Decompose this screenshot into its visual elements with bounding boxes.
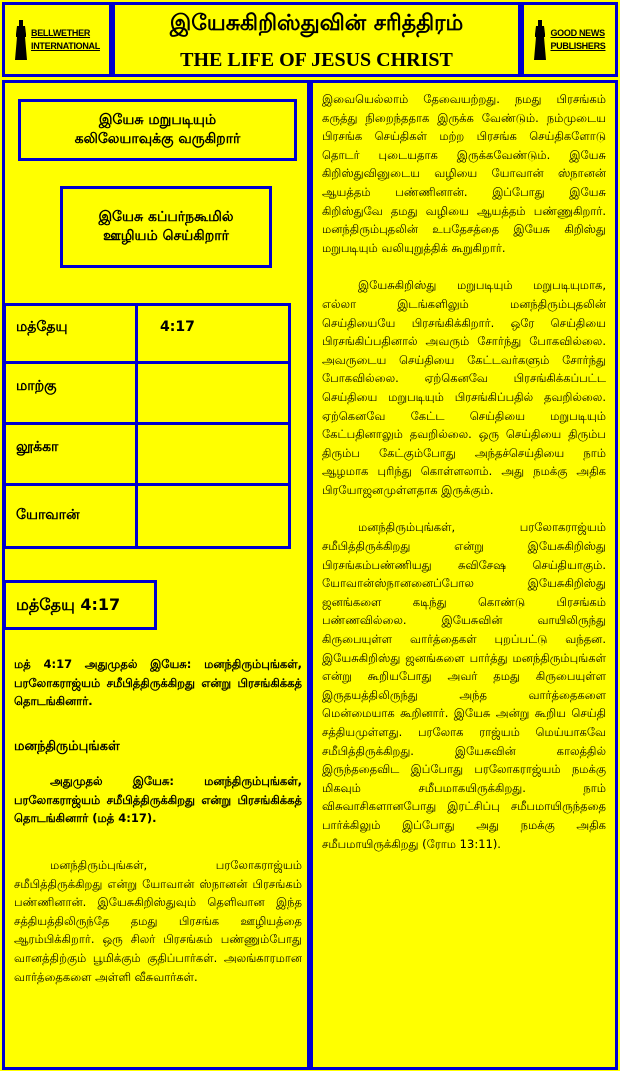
logo-line-2: PUBLISHERS (550, 40, 606, 51)
body-paragraph: மனந்திரும்புங்கள், பரலோகராஜ்யம் சமீபித்திருக்கிறது என்று இயேசுகிறிஸ்து பிரசங்கம்பண்ணியது சுவிசேஷ செய்தியாகும். யோவான்ஸ்நானனைப்போல இயேசுகிறிஸ்து ஜனங்களை கடிந்து கொண்டு பிரசங்கம் பண்ணவில்லை. இயேசுவின் வாயிலிருந்து கிருபையுள்ள வார்த்தைகள் புறப்பட்டு வந்தன. இயேசுகிறிஸ்து ஜனங்களை பார்த்து மனந்திரும்புங்கள் என்று கூறியபோது அவர் தமது கிருபையுள்ள இருதயத்திலிருந்து அந்த வார்த்தைகளை மென்மையாக கூறினார். இயேசு அன்று கூறிய செய்தி சத்தியமுள்ளது. பரலோக ராஜ்யம் மெய்யாகவே சமீபித்திருக்கிறது. இயேசுவின் காலத்தில் இருந்ததைவிட இப்போது பரலோகராஜ்யம் நமக்கு மிகவும் சமீபமாகயிருக்கிறது. நாம் விசுவாசிகளானபோது இரட்சிப்பு சமீபமாயிருந்ததை பார்க்கிலும் இப்போது அது நமக்கு அதிக சமீபமாயிருக்கிறது (ரோம 13:11). (322, 520, 606, 851)
scripture-reference (3, 580, 157, 630)
sub-heading-text: இயேசு கப்பர்நகூமில் ஊழியம் செய்கிறார் (98, 209, 234, 244)
table-row (6, 486, 288, 546)
page-title-tamil: இயேசுகிறிஸ்துவின் சரித்திரம் (169, 11, 464, 36)
page-title-english: THE LIFE OF JESUS CHRIST (180, 49, 453, 71)
table-row (6, 306, 288, 364)
good-news-logo (521, 2, 618, 77)
logo-line-2: INTERNATIONAL (31, 40, 100, 51)
gospel-name: மத்தேயு (16, 319, 68, 335)
gospel-ref: 4:17 (160, 319, 195, 335)
section-subheading: மனந்திரும்புங்கள் (14, 739, 120, 754)
body-paragraph: இவையெல்லாம் தேவையற்றது. நமது பிரசங்கம் கருத்து நிறைந்ததாக இருக்க வேண்டும். நம்முடைய பிரசங்க செய்திகள் மற்ற பிரசங்க செய்திகளோடு தொடர் புடையதாக இருக்கவேண்டும். இயேசு கிறிஸ்துவினுடைய வழியை யோவான் ஸ்நானன் ஆயத்தம் பண்ணினான். இப்போது இயேசு கிறிஸ்துவே தமது வழியை ஆயத்தம் பண்ணுகிறார். மனந்திரும்புதலின் உபதேசத்தை இயேசு கிறிஸ்து மறுபடியும் வலியுறுத்திக் கூறுகிறார். (322, 92, 606, 255)
body-paragraph: மனந்திரும்புங்கள், பரலோகராஜ்யம் சமீபித்திருக்கிறது என்று யோவான் ஸ்நானன் பிரசங்கம் பண்ணினான். இயேசுகிறிஸ்துவும் தெளிவான இந்த சத்தியத்திலிருந்தே தமது பிரசங்க ஊழியத்தை ஆரம்பிக்கிறார். ஒரு சிலர் பிரசங்கம் பண்ணும்போது வானத்திற்கும் பூமிக்கும் குதிப்பார்கள். அலங்காரமான வார்த்தைகளை அள்ளி வீசுவார்கள். (14, 858, 302, 984)
verse-text: மத் 4:17 அதுமுதல் இயேசு: மனந்திரும்புங்கள், பரலோகராஜ்யம் சமீபித்திருக்கிறது என்று பிரசங்கிக்கத் தொடங்கினார். (14, 657, 302, 709)
table-row (6, 364, 288, 425)
verse-repeat-text: அதுமுதல் இயேசு: மனந்திரும்புங்கள், பரலோகராஜ்யம் சமீபித்திருக்கிறது என்று பிரசங்கிக்கத் தொடங்கினார் (மத் 4:17). (14, 774, 302, 826)
gospel-name: மாற்கு (16, 378, 57, 394)
right-column-text (322, 90, 606, 872)
table-row (6, 425, 288, 486)
logo-line-1: BELLWETHER (31, 27, 91, 38)
body-paragraph: இயேசுகிறிஸ்து மறுபடியும் மறுபடியுமாக, எல்லா இடங்களிலும் மனந்திரும்புதலின் செய்தியையே பிரசங்கிக்கிறார். ஒரே செய்தியை பிரசங்கிப்பதினால் அவரும் சோர்ந்து போகவில்லை. அவருடைய செய்தியை கேட்டவர்களும் சோர்ந்து போகவில்லை. ஏற்கெனவே பிரசங்கிக்கப்பட்ட செய்தியை மறுபடியும் பிரசங்கிப்பதில் தவறில்லை. ஏற்கெனவே கேட்ட செய்தியை மறுபடியும் கேட்பதினாலும் தவறில்லை. ஒரு செய்தியை திரும்ப திரும்ப கேட்கும்போது அந்தச்செய்தியை நாம் ஆழமாக புரிந்து கொள்ளலாம். அது நமக்கு அதிக பிரயோஜனமுள்ளதாக இருக்கும். (322, 278, 606, 497)
gospel-name: லூக்கா (16, 439, 59, 455)
bellwether-logo (2, 2, 112, 77)
tower-icon (14, 20, 28, 60)
gospel-name: யோவான் (16, 507, 80, 523)
logo-line-1: GOOD NEWS (550, 27, 605, 38)
main-heading (18, 99, 297, 161)
main-heading-text: இயேசு மறுபடியும் கலிலேயாவுக்கு வருகிறார் (74, 112, 241, 147)
title-banner (112, 2, 521, 77)
gospel-reference-table (3, 303, 291, 549)
tower-icon (533, 20, 547, 60)
sub-heading (60, 186, 272, 268)
scripture-reference-text: மத்தேயு 4:17 (16, 594, 121, 614)
